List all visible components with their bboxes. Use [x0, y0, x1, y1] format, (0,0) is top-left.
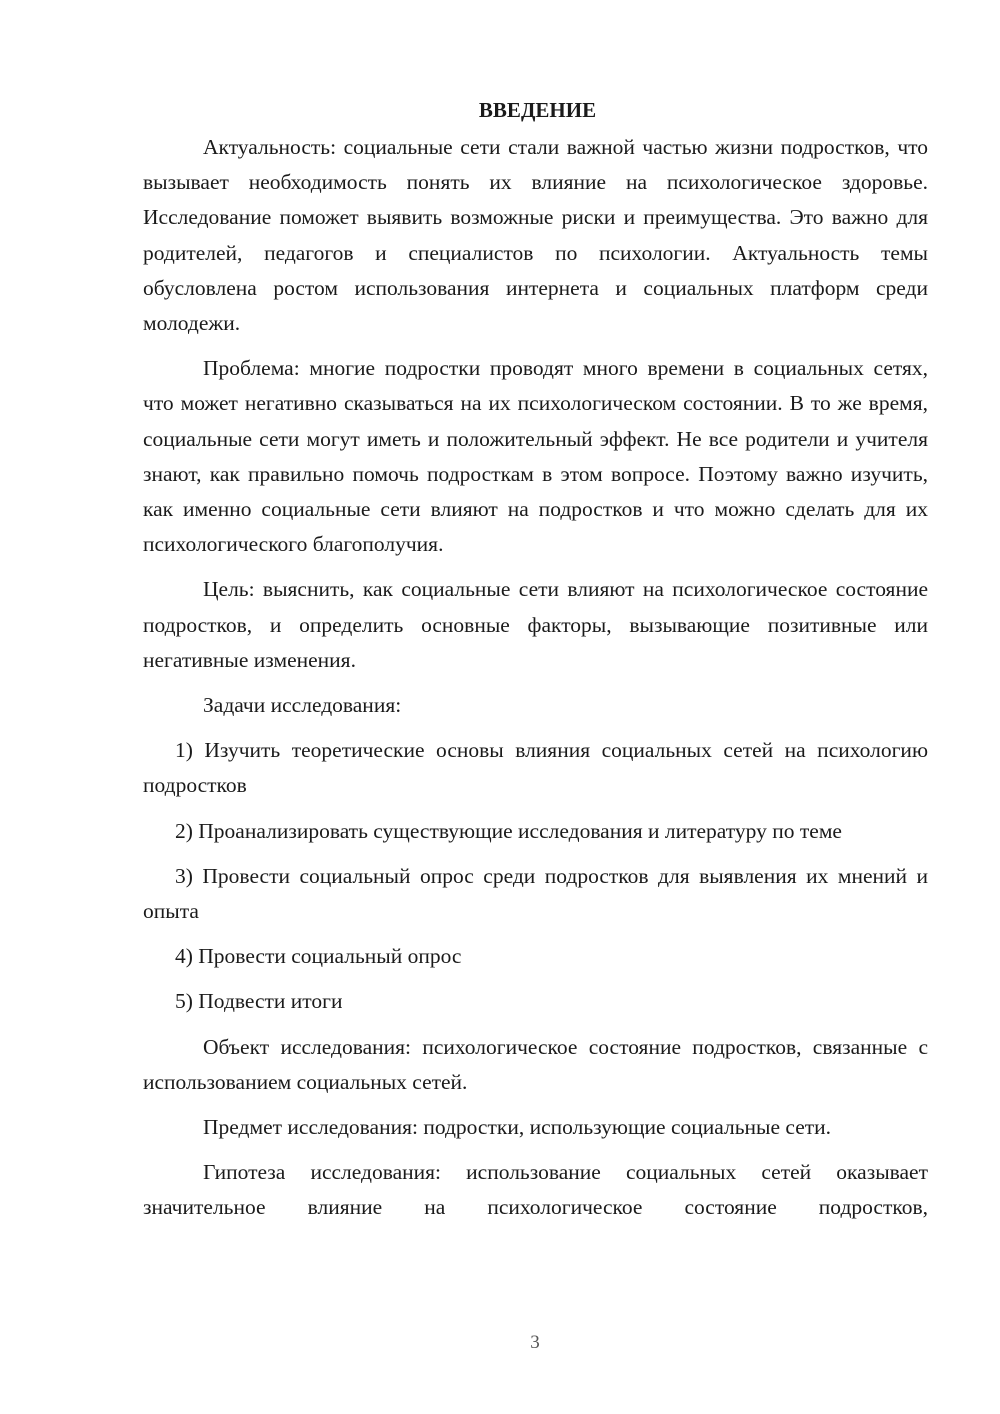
task-item-3: 3) Провести социальный опрос среди подростков для выявления их мнений и опыта — [143, 863, 928, 924]
page-number: 3 — [530, 1332, 540, 1353]
paragraph-problem: Проблема: многие подростки проводят много времени в социальных сетях, что может негативно сказываться на их психологическом состоянии. В то же время, социальные сети могут иметь и положительный эффект. Не все родители и учителя знают, как правильно помочь подросткам в этом вопросе. Поэтому важно изучить, как именно социальные сети влияют на подростков и что можно сделать для их психологического благополучия. — [143, 356, 928, 557]
task-item-4: 4) Провести социальный опрос — [175, 944, 462, 969]
tasks-heading: Задачи исследования: — [203, 693, 402, 718]
paragraph-subject: Предмет исследования: подростки, использующие социальные сети. — [203, 1115, 832, 1140]
task-item-5: 5) Подвести итоги — [175, 989, 343, 1014]
paragraph-object: Объект исследования: психологическое состояние подростков, связанные с использованием социальных сетей. — [143, 1034, 928, 1094]
task-item-2: 2) Проанализировать существующие исследования и литературу по теме — [175, 818, 842, 843]
task-item-1: 1) Изучить теоретические основы влияния социальных сетей на психологию подростков — [143, 738, 928, 798]
paragraph-relevance: Актуальность: социальные сети стали важной частью жизни подростков, что вызывает необходимость понять их влияние на психологическое здоровье. Исследование поможет выявить возможные риски и преимущества. Это важно для родителей, педагогов и специалистов по психологии. Актуальность темы обусловлена ростом использования интернета и социальных платформ среди молодежи. — [143, 135, 928, 336]
paragraph-hypothesis: Гипотеза исследования: использование социальных сетей оказывает значительное влияние на психологическое состояние подростков, — [143, 1160, 928, 1220]
paragraph-goal: Цель: выяснить, как социальные сети влияют на психологическое состояние подростков, и определить основные факторы, вызывающие позитивные или негативные изменения. — [143, 577, 928, 672]
document-page — [143, 92, 928, 1236]
section-title: ВВЕДЕНИЕ — [478, 98, 597, 122]
